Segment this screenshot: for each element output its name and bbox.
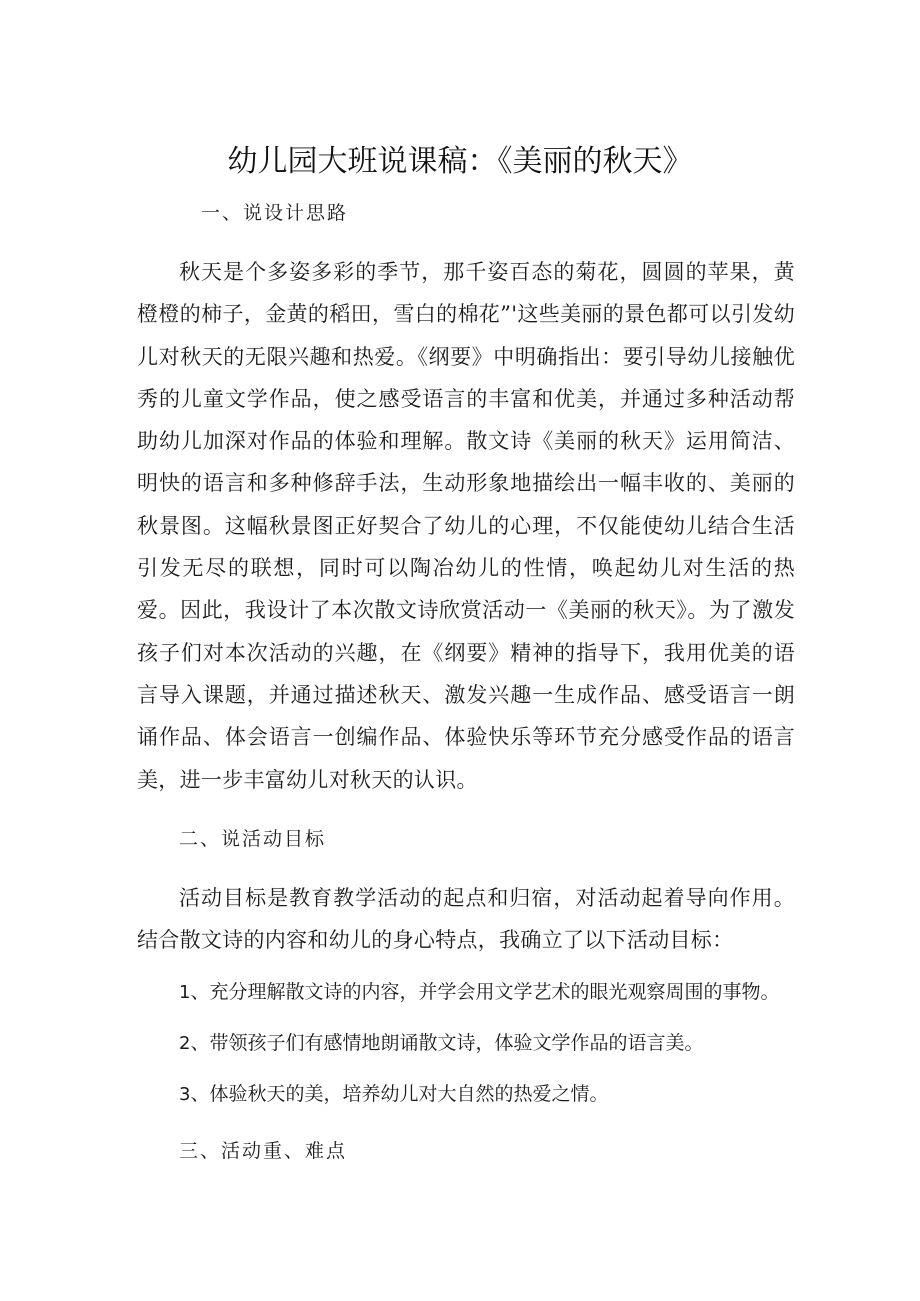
- goal-number: 2: [179, 1033, 191, 1055]
- goal-text: 、充分理解散文诗的内容，并学会用文学艺术的眼光观察周围的事物。: [190, 981, 780, 1004]
- design-ideas-paragraph: 秋天是个多姿多彩的季节，那千姿百态的菊花，圆圆的苹果，黄橙橙的柿子，金黄的稻田，雪白的棉花”'这些美丽的景色都可以引发幼儿对秋天的无限兴趣和热爱。《纲要》中明确指出：要引导幼儿接触优秀的儿童文学作品，使之感受语言的丰富和优美，并通过多种活动帮助幼儿加深对作品的体验和理解。散文诗《美丽的秋天》运用简洁、明快的语言和多种修辞手法，生动形象地描绘出一幅丰收的、美丽的秋景图。这幅秋景图正好契合了幼儿的心理，不仅能使幼儿结合生活引发无尽的联想，同时可以陶冶幼儿的性情，唤起幼儿对生活的热爱。因此，我设计了本次散文诗欣赏活动一《美丽的秋天》。为了激发孩子们对本次活动的兴趣，在《纲要》精神的指导下，我用优美的语言导入课题，并通过描述秋天、激发兴趣一生成作品、感受语言一朗诵作品、体会语言一创编作品、体验快乐等环节充分感受作品的语言美，进一步丰富幼儿对秋天的认识。: [137, 260, 795, 792]
- goal-number: 1: [179, 982, 191, 1004]
- goal-text: 、带领孩子们有感情地朗诵散文诗，体验文学作品的语言美。: [190, 1032, 704, 1055]
- document-body: [137, 198, 795, 1166]
- goal-item: [137, 1028, 795, 1059]
- document-title: 幼儿园大班说课稿：《美丽的秋天》: [227, 144, 693, 179]
- goal-item: [137, 1079, 795, 1110]
- goal-item: [137, 977, 795, 1008]
- activity-goals-paragraph: 活动目标是教育教学活动的起点和归宿，对活动起着导向作用。结合散文诗的内容和幼儿的身心特点，我确立了以下活动目标：: [137, 885, 795, 953]
- section-heading-activity-goals: 二、说活动目标: [179, 827, 327, 850]
- goal-number: 3: [179, 1084, 191, 1106]
- section-heading-design-ideas: 一、说设计思路: [201, 202, 349, 224]
- goal-text: 、体验秋天的美，培养幼儿对大自然的热爱之情。: [190, 1083, 609, 1106]
- section-heading-key-difficulties: 三、活动重、难点: [179, 1140, 348, 1163]
